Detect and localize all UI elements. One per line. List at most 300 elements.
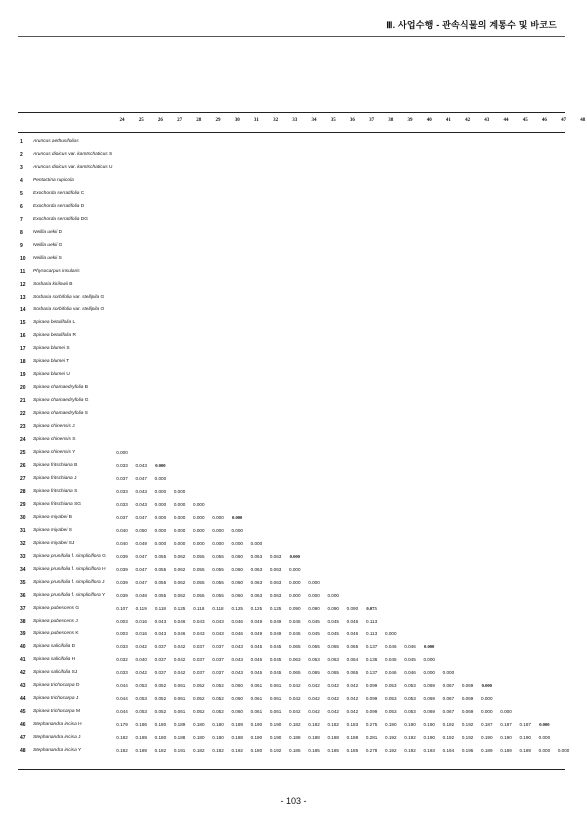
distance-cell: 0.099 [365, 709, 378, 715]
distance-cell: 0.000 [481, 696, 493, 702]
taxon-name [33, 178, 74, 183]
taxon-name-part: Spiraea trichocarpa [33, 709, 75, 715]
distance-cell: 0.065 [308, 670, 320, 676]
row-number: 39 [20, 631, 26, 638]
distance-cell: 0.055 [212, 566, 224, 572]
table-row [0, 657, 587, 669]
distance-cell: 0.061 [269, 683, 282, 689]
distance-cell: 0.037 [212, 644, 224, 650]
taxon-name [33, 657, 75, 662]
row-number: 22 [20, 411, 26, 418]
distance-cell: 0.000 [232, 514, 243, 520]
taxon-name [33, 217, 88, 222]
distance-cell: 0.067 [442, 696, 455, 702]
distance-cell: 0.046 [385, 644, 397, 650]
distance-cell: 0.042 [308, 683, 320, 689]
distance-cell: 0.046 [346, 618, 359, 624]
row-number: 13 [20, 294, 26, 301]
distance-cell: 0.065 [289, 644, 301, 650]
row-number: 43 [20, 683, 26, 690]
distance-cell: 0.063 [250, 566, 263, 572]
distance-cell: 0.188 [289, 735, 301, 741]
distance-cell: 0.192 [461, 722, 474, 728]
taxon-name-part: Exochorda serratifolia [33, 203, 80, 209]
distance-cell: 0.075 [366, 605, 377, 611]
distance-cell: 0.060 [231, 592, 243, 598]
distance-cell: 0.033 [116, 488, 128, 494]
distance-cell: 0.069 [423, 709, 435, 715]
distance-cell: 0.000 [212, 514, 224, 520]
distance-cell: 0.043 [154, 618, 167, 624]
distance-cell: 0.192 [461, 735, 474, 741]
taxon-name-part: G [99, 294, 105, 300]
distance-cell: 0.052 [193, 683, 205, 689]
taxon-name-part: S [70, 437, 76, 443]
distance-cell: 0.053 [385, 696, 397, 702]
distance-cell: 0.052 [212, 683, 224, 689]
distance-cell: 0.045 [289, 631, 301, 637]
distance-cell: 0.000 [173, 540, 186, 546]
distance-cell: 0.046 [231, 618, 243, 624]
distance-cell: 0.187 [500, 722, 512, 728]
row-number: 25 [20, 450, 26, 457]
row-number: 36 [20, 592, 26, 599]
distance-cell: 0.047 [135, 514, 147, 520]
distance-cell: 0.000 [289, 579, 301, 585]
taxon-name [33, 411, 88, 416]
distance-cell: 0.037 [154, 657, 167, 663]
row-number: 33 [20, 553, 26, 560]
row-number: 28 [20, 488, 26, 495]
row-number: 29 [20, 501, 26, 508]
taxon-name-part: Spiraea blumei [33, 346, 65, 352]
distance-cell: 0.052 [193, 696, 205, 702]
distance-cell: 0.063 [327, 657, 339, 663]
taxon-name-part: Stephanandra incisa [33, 735, 77, 741]
distance-cell: 0.065 [308, 644, 320, 650]
distance-cell: 0.063 [250, 592, 263, 598]
row-number: 9 [20, 242, 23, 249]
distance-cell: 0.040 [116, 540, 128, 546]
taxon-name [33, 450, 75, 455]
distance-cell: 0.040 [116, 527, 128, 533]
distance-cell: 0.192 [231, 748, 243, 754]
taxon-name-part: f. [71, 553, 76, 559]
distance-cell: 0.037 [193, 657, 205, 663]
taxon-name-part: J [70, 424, 75, 430]
taxon-name-part: kamtschaticus [77, 164, 108, 170]
distance-cell: 0.000 [423, 657, 435, 663]
taxon-name-part: B [72, 463, 78, 468]
distance-cell: 0.190 [250, 735, 263, 741]
table-row [0, 735, 587, 747]
taxon-name-part: Spiraea prunifolia [33, 566, 72, 572]
distance-cell: 0.048 [135, 592, 147, 598]
distance-cell: 0.043 [135, 488, 147, 494]
distance-cell: 0.188 [327, 735, 339, 741]
distance-cell: 0.043 [193, 631, 205, 637]
distance-cell: 0.275 [365, 722, 378, 728]
distance-cell: 0.113 [366, 631, 378, 637]
taxon-name-part: DG [79, 216, 88, 222]
distance-cell: 0.037 [154, 670, 167, 676]
taxon-name-part: S [65, 346, 70, 352]
distance-cell: 0.190 [500, 735, 512, 741]
distance-cell: 0.090 [346, 605, 359, 611]
row-number: 40 [20, 644, 26, 651]
distance-cell: 0.055 [212, 579, 224, 585]
distance-cell: 0.182 [212, 748, 224, 754]
taxon-name [33, 528, 72, 533]
taxon-name-part: M [74, 709, 80, 715]
table-row [0, 683, 587, 695]
distance-cell: 0.180 [193, 722, 205, 728]
row-number: 19 [20, 372, 26, 379]
taxon-name-part: J [100, 579, 105, 585]
distance-cell: 0.188 [308, 735, 320, 741]
taxon-name-part: Sorbaria sorbifolia [33, 294, 73, 300]
column-header: 34 [311, 118, 317, 123]
distance-cell: 0.052 [212, 709, 224, 715]
distance-cell: 0.042 [173, 644, 186, 650]
taxon-name [33, 385, 88, 390]
distance-cell: 0.060 [231, 553, 243, 559]
distance-cell: 0.000 [289, 553, 300, 559]
distance-cell: 0.190 [481, 735, 493, 741]
table-row [0, 282, 587, 294]
column-header: 28 [196, 118, 202, 123]
row-number: 48 [20, 748, 26, 755]
distance-cell: 0.045 [250, 644, 263, 650]
taxon-name-part: Physocarpus insularis [33, 268, 80, 274]
distance-cell: 0.061 [269, 709, 282, 715]
taxon-name-part: var. [68, 164, 78, 170]
taxon-name-part: Spiraea blumei [33, 372, 65, 378]
taxon-name-part: Spiraea fritschiana [33, 475, 73, 481]
distance-cell: 0.055 [193, 579, 205, 585]
distance-cell: 0.047 [135, 579, 147, 585]
distance-cell: 0.052 [154, 696, 167, 702]
taxon-name-part: D [70, 644, 76, 650]
distance-cell: 0.000 [538, 748, 551, 754]
distance-cell: 0.060 [231, 579, 243, 585]
distance-cell: 0.180 [250, 748, 263, 754]
distance-cell: 0.043 [135, 463, 147, 468]
taxon-name-part: Spiraea prunifolia [33, 579, 72, 585]
distance-cell: 0.000 [250, 540, 263, 546]
distance-cell: 0.045 [327, 618, 339, 624]
table-row [0, 217, 587, 229]
distance-cell: 0.186 [135, 722, 147, 728]
taxon-name [33, 489, 77, 494]
taxon-name-part: O [99, 307, 105, 313]
table-row [0, 295, 587, 307]
table-row [0, 476, 587, 488]
distance-cell: 0.037 [116, 514, 128, 520]
taxon-name-part: stellipila [82, 307, 100, 313]
column-header: 29 [215, 118, 221, 123]
taxon-name-part: Spiraea miyabei [33, 514, 68, 520]
distance-cell: 0.118 [193, 605, 205, 611]
row-number: 7 [20, 216, 23, 223]
distance-cell: 0.000 [424, 644, 435, 650]
row-number: 23 [20, 424, 26, 431]
taxon-name-part: G [57, 242, 63, 248]
distance-cell: 0.090 [327, 605, 339, 611]
distance-cell: 0.090 [289, 605, 301, 611]
distance-cell: 0.053 [404, 683, 416, 689]
taxon-name-part: kamtschaticus [77, 151, 108, 157]
distance-cell: 0.060 [231, 566, 243, 572]
distance-cell: 0.192 [442, 722, 455, 728]
table-row [0, 346, 587, 358]
distance-cell: 0.042 [327, 696, 339, 702]
table-row [0, 269, 587, 281]
distance-cell: 0.182 [116, 748, 128, 754]
distance-cell: 0.053 [135, 709, 147, 715]
distance-cell: 0.016 [135, 631, 147, 637]
taxon-name-part: S [107, 151, 113, 157]
taxon-name-part: Spiraea chinensis [33, 437, 71, 443]
table-row [0, 709, 587, 721]
table-row [0, 191, 587, 203]
table-row [0, 152, 587, 164]
table-row [0, 178, 587, 190]
distance-cell: 0.061 [269, 696, 282, 702]
taxon-name-part: T [65, 359, 70, 365]
taxon-name-part: J [74, 696, 79, 702]
header-rule [18, 36, 565, 37]
table-row [0, 437, 587, 449]
distance-cell: 0.045 [269, 644, 282, 650]
distance-cell: 0.190 [423, 735, 435, 741]
taxon-name-part: Neillia uekii [33, 242, 58, 248]
distance-cell: 0.053 [404, 709, 416, 715]
distance-cell: 0.047 [135, 566, 147, 572]
taxon-name-part: Spiraea chamaedryfolia [33, 385, 84, 391]
distance-cell: 0.185 [289, 748, 301, 754]
taxon-name [33, 593, 105, 598]
taxon-name-part: Sorbaria kirilowii [33, 281, 68, 287]
distance-cell: 0.000 [539, 722, 550, 728]
taxon-name-part: Spiraea trichocarpa [33, 683, 75, 689]
distance-cell: 0.063 [250, 553, 263, 559]
distance-cell: 0.042 [173, 657, 186, 663]
taxon-name [33, 424, 75, 429]
table-row [0, 502, 587, 514]
distance-cell: 0.061 [173, 709, 186, 715]
row-number: 35 [20, 579, 26, 586]
table-row [0, 606, 587, 618]
distance-cell: 0.053 [385, 683, 397, 689]
table-row [0, 139, 587, 151]
distance-cell: 0.188 [173, 735, 186, 741]
distance-cell: 0.065 [346, 644, 359, 650]
distance-cell: 0.190 [423, 722, 435, 728]
row-number: 2 [20, 151, 23, 158]
taxon-name-part: var. [73, 307, 83, 313]
column-header: 35 [330, 118, 336, 123]
distance-cell: 0.039 [116, 592, 128, 598]
taxon-name-part: SG [72, 501, 81, 507]
taxon-name-part: var. [68, 151, 78, 157]
taxon-name-part: H [100, 566, 106, 572]
row-number: 3 [20, 164, 23, 171]
row-number: 24 [20, 437, 26, 444]
row-number: 5 [20, 190, 23, 197]
distance-cell: 0.060 [231, 709, 243, 715]
distance-cell: 0.192 [404, 735, 416, 741]
distance-cell: 0.062 [173, 553, 186, 559]
distance-cell: 0.125 [173, 605, 186, 611]
column-header: 33 [292, 118, 298, 123]
distance-cell: 0.000 [173, 527, 186, 533]
row-number: 37 [20, 605, 26, 612]
distance-cell: 0.061 [250, 683, 263, 689]
distance-cell: 0.187 [481, 722, 493, 728]
distance-cell: 0.118 [212, 605, 224, 611]
taxon-name-part: Spiraea chamaedryfolia [33, 411, 84, 417]
taxon-name [33, 696, 78, 701]
taxon-name-part: U [65, 372, 70, 378]
distance-cell: 0.137 [365, 644, 378, 650]
taxon-name-part: Spiraea chinensis [33, 450, 71, 456]
distance-cell: 0.000 [557, 748, 570, 754]
distance-cell: 0.043 [154, 631, 167, 637]
page-header: Ⅲ. 사업수행 - 관속식물의 계통수 및 바코드 [386, 20, 557, 30]
table-bottom-rule [18, 769, 565, 770]
taxon-name-part: S [57, 255, 62, 261]
distance-cell: 0.187 [519, 722, 531, 728]
distance-cell: 0.063 [269, 566, 282, 572]
column-header: 39 [407, 118, 413, 123]
taxon-name-part: Spiraea miyabei [33, 527, 68, 533]
column-header: 38 [388, 118, 394, 123]
table-row [0, 541, 587, 553]
taxon-name-part: Exochorda serratifolia [33, 216, 80, 222]
distance-cell: 0.189 [173, 722, 186, 728]
taxon-name-part: J [74, 618, 78, 624]
row-number: 16 [20, 333, 26, 340]
distance-cell: 0.043 [135, 501, 147, 507]
distance-cell: 0.043 [231, 670, 243, 676]
distance-cell: 0.063 [250, 579, 263, 585]
column-header: 26 [157, 118, 163, 123]
column-header: 30 [234, 118, 240, 123]
distance-cell: 0.053 [135, 683, 147, 689]
taxon-name-part: D [74, 683, 80, 689]
distance-cell: 0.190 [404, 722, 416, 728]
taxon-name [33, 320, 75, 325]
taxon-name [33, 709, 80, 714]
table-row [0, 463, 587, 475]
taxon-name [33, 554, 106, 559]
distance-cell: 0.037 [193, 644, 205, 650]
taxon-name-part: G [100, 553, 106, 559]
taxon-name-part: Aruncus dioicus [33, 164, 69, 170]
distance-cell: 0.062 [173, 592, 186, 598]
distance-cell: 0.185 [308, 748, 320, 754]
page-number: - 103 - [280, 796, 307, 806]
taxon-name [33, 683, 79, 688]
distance-cell: 0.045 [308, 618, 320, 624]
distance-cell: 0.055 [212, 592, 224, 598]
distance-cell: 0.180 [193, 735, 205, 741]
taxon-name-part: Spiraea blumei [33, 359, 65, 365]
taxon-name [33, 295, 104, 300]
taxon-name-part: S [72, 488, 78, 494]
distance-cell: 0.000 [289, 566, 301, 572]
distance-cell: 0.050 [135, 527, 147, 533]
taxon-name [33, 398, 88, 403]
column-header: 43 [484, 118, 490, 123]
taxon-name [33, 256, 62, 261]
distance-cell: 0.278 [365, 748, 378, 754]
taxon-name-part: Spiraea prunifolia [33, 553, 72, 559]
row-number: 44 [20, 696, 26, 703]
distance-cell: 0.189 [519, 748, 531, 754]
row-number: 38 [20, 618, 26, 625]
distance-cell: 0.055 [193, 553, 205, 559]
row-number: 27 [20, 475, 26, 482]
taxon-name-part: Spiraea betulifolia [33, 333, 72, 339]
distance-cell: 0.000 [154, 475, 167, 481]
taxon-name [33, 165, 112, 170]
distance-cell: 0.045 [250, 670, 263, 676]
distance-cell: 0.069 [461, 709, 474, 715]
distance-cell: 0.061 [250, 696, 263, 702]
taxon-name-part: Y [76, 748, 82, 754]
row-number: 34 [20, 566, 26, 573]
distance-cell: 0.182 [308, 722, 320, 728]
distance-cell: 0.125 [250, 605, 263, 611]
distance-cell: 0.045 [250, 657, 263, 663]
table-row [0, 580, 587, 592]
distance-cell: 0.046 [404, 644, 416, 650]
distance-cell: 0.189 [481, 748, 493, 754]
distance-cell: 0.042 [346, 696, 359, 702]
distance-cell: 0.192 [404, 748, 416, 754]
distance-cell: 0.055 [212, 553, 224, 559]
taxon-name [33, 191, 84, 196]
taxon-name-part: Sorbaria sorbifolia [33, 307, 73, 313]
row-number: 11 [20, 268, 26, 275]
taxon-name-part: f. [71, 592, 76, 598]
distance-cell: 0.125 [231, 605, 243, 611]
taxon-name-part: Y [100, 592, 106, 598]
distance-cell: 0.179 [116, 722, 128, 728]
table-row [0, 644, 587, 656]
distance-cell: 0.044 [116, 696, 128, 702]
distance-cell: 0.042 [346, 709, 359, 715]
distance-cell: 0.069 [461, 696, 474, 702]
distance-cell: 0.043 [231, 657, 243, 663]
distance-cell: 0.052 [154, 683, 167, 689]
table-row [0, 515, 587, 527]
distance-cell: 0.065 [327, 670, 339, 676]
taxon-name [33, 476, 76, 481]
distance-cell: 0.046 [404, 670, 416, 676]
taxon-name-part: Spiraea pubescens [33, 631, 75, 637]
distance-cell: 0.180 [154, 735, 167, 741]
distance-cell: 0.180 [154, 722, 167, 728]
distance-cell: 0.099 [365, 696, 378, 702]
distance-cell: 0.061 [173, 696, 186, 702]
distance-cell: 0.000 [173, 488, 186, 494]
distance-cell: 0.107 [116, 605, 128, 611]
taxon-name-part: B [67, 514, 72, 520]
table-row [0, 619, 587, 631]
